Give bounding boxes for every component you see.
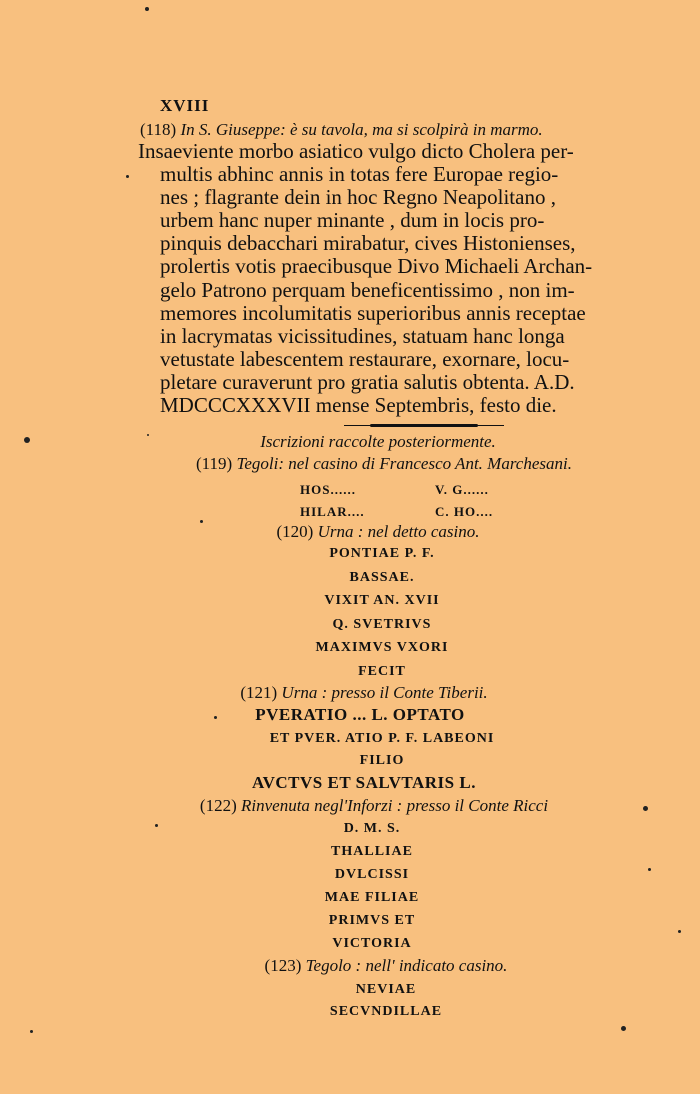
- inscription-line: in lacrymatas vicissitudines, statuam hanc longa: [160, 323, 565, 348]
- scan-speck: [214, 716, 217, 719]
- entry-122-location: Rinvenuta negl'Inforzi : presso il Conte Ricci: [241, 796, 549, 815]
- inscription-line: BASSAE.: [349, 570, 415, 585]
- scan-speck: [145, 7, 149, 11]
- entry-122-number: (122): [199, 796, 237, 815]
- entry-119-cell: C. HO....: [435, 504, 494, 519]
- inscription-line: MAXIMVS VXORI: [315, 640, 449, 655]
- inscription-line: PVERATIO ... L. OPTATO: [255, 705, 465, 724]
- inscription-line: NEVIAE: [355, 982, 417, 997]
- inscription-line: THALLIAE: [331, 844, 413, 859]
- section-divider: [370, 424, 478, 427]
- inscription-line: MAE FILIAE: [324, 890, 420, 905]
- entry-120-title: [28, 522, 700, 542]
- inscription-line: urbem hanc nuper minante , dum in locis pro-: [160, 208, 545, 233]
- entry-123-number: (123): [264, 956, 302, 975]
- entry-120-location: Urna : nel detto casino.: [317, 522, 480, 541]
- entry-119-cell: V. G......: [435, 482, 489, 497]
- scan-speck: [126, 175, 129, 178]
- inscription-line: memores incolumitatis superioribus annis receptae: [160, 300, 586, 325]
- entry-121-number: (121): [240, 683, 278, 702]
- scan-speck: [678, 930, 681, 933]
- inscription-line: nes ; flagrante dein in hoc Regno Neapolitano ,: [160, 185, 556, 210]
- inscription-line: pinquis debacchari mirabatur, cives Histonienses,: [160, 231, 576, 256]
- inscription-line: D. M. S.: [343, 821, 401, 836]
- entry-118-location: In S. Giuseppe: è su tavola, ma si scolpirà in marmo.: [180, 120, 543, 139]
- inscription-line: AVCTVS ET SALVTARIS L.: [252, 773, 476, 792]
- inscription-line: MDCCCXXXVII mense Septembris, festo die.: [160, 393, 557, 418]
- scan-speck: [643, 806, 648, 811]
- inscription-line: VIXIT AN. XVII: [324, 593, 440, 608]
- scan-speck: [200, 520, 203, 523]
- entry-123-title: [36, 956, 700, 976]
- entry-120-number: (120): [276, 522, 314, 541]
- scan-speck: [24, 437, 30, 443]
- entry-119-cell: HILAR....: [300, 504, 365, 519]
- entry-122-title: [24, 796, 700, 816]
- inscription-line: Q. SVETRIVS: [332, 617, 432, 632]
- inscription-line: prolertis votis praecibusque Divo Michaeli Archan-: [160, 254, 593, 279]
- inscription-line: pletare curaverunt pro gratia salutis obtenta. A.D.: [160, 369, 575, 394]
- inscription-line: multis abhinc annis in totas fere Europae regio-: [160, 162, 559, 187]
- inscription-line: DVLCISSI: [334, 867, 410, 882]
- section-subheading: Iscrizioni raccolte posteriormente.: [260, 432, 496, 451]
- entry-119-title: [34, 454, 700, 474]
- scan-speck: [30, 1030, 33, 1033]
- inscription-line: FECIT: [358, 664, 406, 679]
- inscription-line: gelo Patrono perquam beneficentissimo , non im-: [160, 277, 575, 302]
- entry-118-inscription: [138, 140, 638, 417]
- page-number: XVIII: [160, 96, 210, 115]
- scan-speck: [155, 824, 158, 827]
- inscription-line: SECVNDILLAE: [329, 1004, 443, 1019]
- inscription-line: vetustate labescentem restaurare, exornare, locu-: [160, 346, 570, 371]
- inscription-line: Insaeviente morbo asiatico vulgo dicto Cholera per-: [138, 139, 574, 163]
- scan-speck: [648, 868, 651, 871]
- inscription-line: VICTORIA: [332, 936, 412, 951]
- entry-119-number: (119): [195, 454, 233, 473]
- inscription-line: PONTIAE P. F.: [329, 546, 435, 561]
- entry-121-title: [14, 683, 700, 703]
- entry-118-number: (118): [140, 120, 177, 139]
- scan-speck: [621, 1026, 626, 1031]
- inscription-line: ET PVER. ATIO P. F. LABEONI: [269, 731, 495, 746]
- inscription-line: PRIMVS ET: [328, 913, 416, 928]
- entry-119-location: Tegoli: nel casino di Francesco Ant. Marchesani.: [236, 454, 572, 473]
- entry-119-cell: HOS......: [300, 482, 356, 497]
- entry-118-heading: [140, 120, 650, 140]
- entry-121-location: Urna : presso il Conte Tiberii.: [281, 683, 488, 702]
- entry-123-location: Tegolo : nell' indicato casino.: [305, 956, 508, 975]
- scan-speck: [147, 434, 149, 436]
- inscription-line: FILIO: [359, 753, 405, 768]
